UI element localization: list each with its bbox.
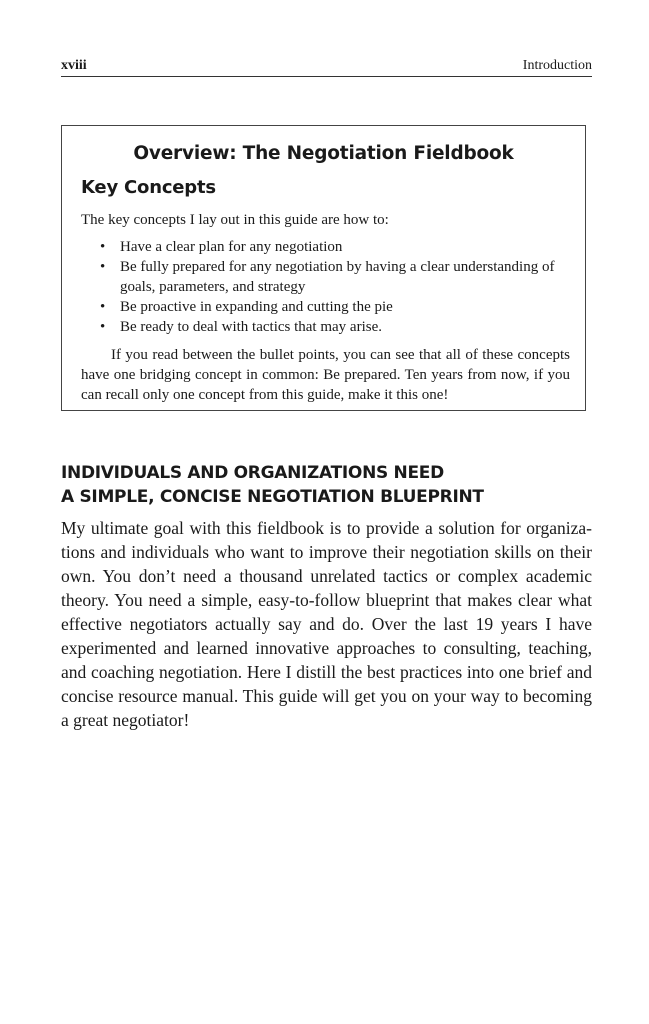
overview-box bbox=[61, 125, 586, 411]
running-head-section: Introduction bbox=[522, 58, 592, 73]
key-concepts-list bbox=[100, 237, 576, 337]
bullet-icon: • bbox=[100, 299, 106, 315]
list-item-text: Be fully prepared for any negotiation by having a clear understanding of goals, parameters, and strategy bbox=[120, 259, 555, 295]
list-item bbox=[100, 257, 576, 297]
page-number: xviii bbox=[61, 58, 87, 73]
body-paragraph: My ultimate goal with this fieldbook is to provide a solution for organizations and individuals who want to improve their negotiation skills on their own. You don’t need a thousand unrelated tactics or complex academic theory. You need a simple, easy-to-follow blueprint that makes clear what effective negotiators actually say and do. Over the last 19 years I have experimented and learned innovative approaches to consulting, teaching, and coaching negotiation. Here I distill the best practices into one brief and concise resource manual. This guide will get you on your way to becoming a great negotiator! bbox=[61, 518, 592, 730]
section-heading-line: INDIVIDUALS AND ORGANIZATIONS NEED bbox=[61, 463, 444, 483]
overview-title: Overview: The Negotiation Fieldbook bbox=[133, 143, 514, 164]
list-item-text: Be proactive in expanding and cutting the pie bbox=[120, 299, 393, 315]
section-heading-line: A SIMPLE, CONCISE NEGOTIATION BLUEPRINT bbox=[61, 487, 484, 507]
list-item-text: Be ready to deal with tactics that may arise. bbox=[120, 319, 382, 335]
list-item bbox=[100, 237, 576, 257]
section-heading bbox=[61, 461, 592, 509]
key-concepts-heading: Key Concepts bbox=[81, 177, 216, 198]
key-concepts-intro: The key concepts I lay out in this guide are how to: bbox=[81, 212, 389, 228]
list-item-text: Have a clear plan for any negotiation bbox=[120, 239, 343, 255]
list-item bbox=[100, 297, 576, 317]
overview-summary: If you read between the bullet points, you can see that all of these concepts have one bridging concept in common: Be prepared. Ten years from now, if you can recall only one concept from this guide, make it this one! bbox=[81, 347, 570, 403]
bullet-icon: • bbox=[100, 259, 106, 275]
bullet-icon: • bbox=[100, 319, 106, 335]
list-item bbox=[100, 317, 576, 337]
running-head bbox=[61, 58, 592, 77]
bullet-icon: • bbox=[100, 239, 106, 255]
